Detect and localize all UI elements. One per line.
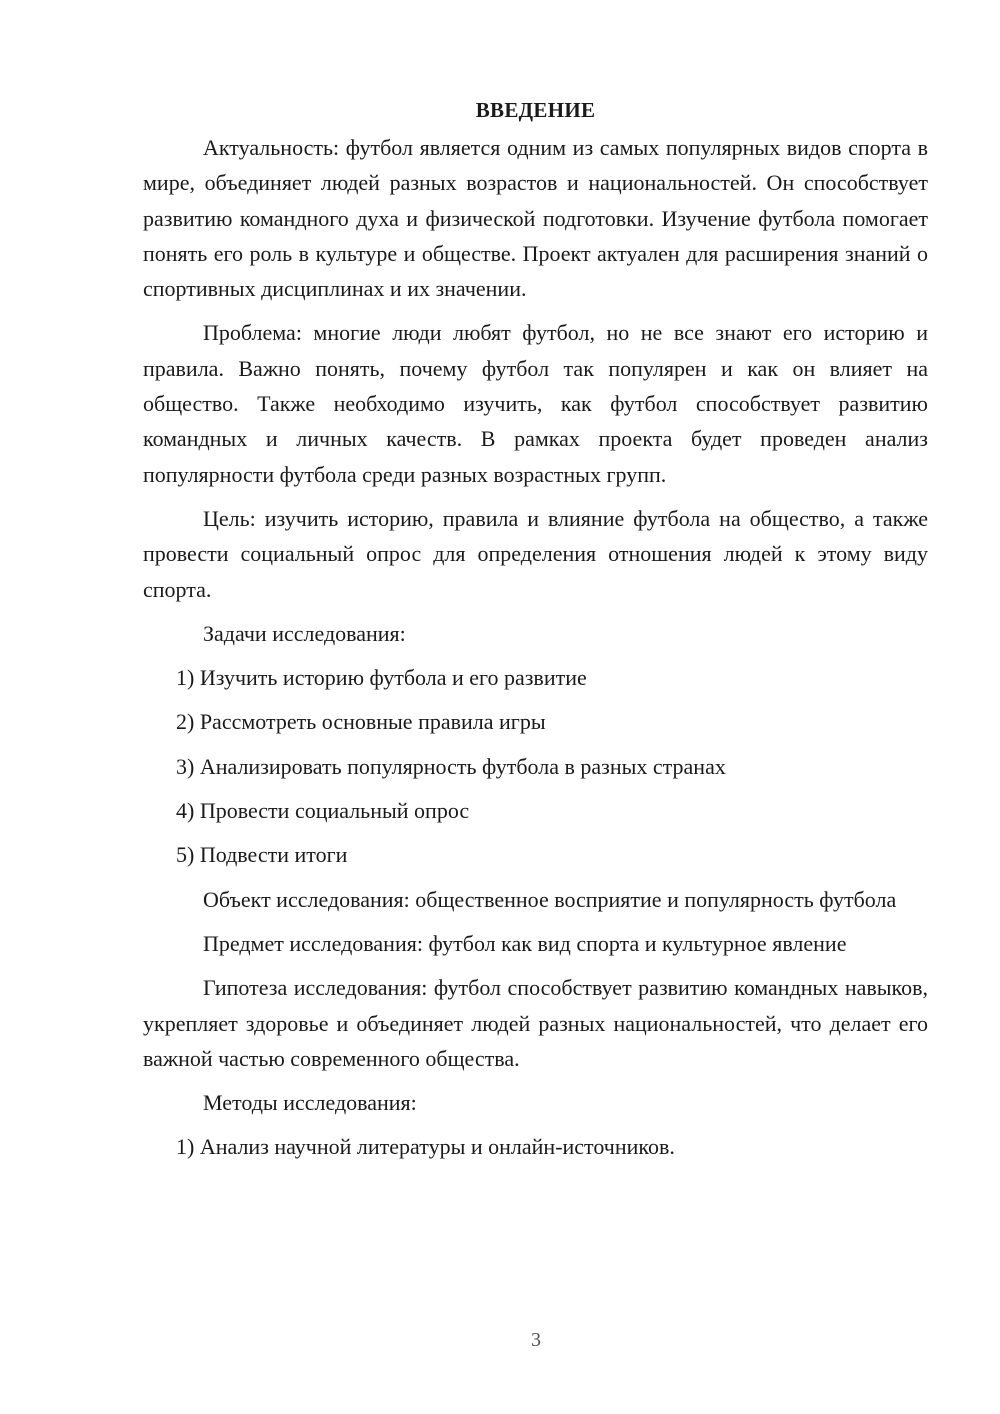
task-item: 1) Изучить историю футбола и его развитие [176,665,587,691]
task-item: 5) Подвести итоги [176,842,348,868]
page-title: ВВЕДЕНИЕ [475,98,596,122]
task-item: 4) Провести социальный опрос [176,798,470,824]
methods-heading: Методы исследования: [203,1090,417,1116]
task-item: 2) Рассмотреть основные правила игры [176,709,546,735]
paragraph-relevance: Актуальность: футбол является одним из самых популярных видов спорта в мире, объединяет людей разных возрастов и национальностей. Он способствует развитию командного духа и физической подготовки. Изучение футбола помогает понять его роль в культуре и обществе. Проект актуален для расширения знаний о спортивных дисциплинах и их значении. [143,135,928,302]
page-number: 3 [531,1329,541,1351]
paragraph-hypothesis: Гипотеза исследования: футбол способствует развитию командных навыков, укрепляет здоровье и объединяет людей разных национальностей, что делает его важной частью современного общества. [143,975,928,1071]
paragraph-object: Объект исследования: общественное восприятие и популярность футбола [203,886,897,912]
paragraph-problem: Проблема: многие люди любят футбол, но не все знают его историю и правила. Важно понять, почему футбол так популярен и как он влияет на общество. Также необходимо изучить, как футбол способствует развитию командных и личных качеств. В рамках проекта будет проведен анализ популярности футбола среди разных возрастных групп. [143,320,928,487]
tasks-heading: Задачи исследования: [203,620,406,646]
task-item: 3) Анализировать популярность футбола в разных странах [176,753,726,779]
paragraph-subject: Предмет исследования: футбол как вид спорта и культурное явление [203,930,847,956]
page-content [143,92,928,1174]
method-item: 1) Анализ научной литературы и онлайн-источников. [176,1134,675,1160]
paragraph-goal: Цель: изучить историю, правила и влияние футбола на общество, а также провести социальный опрос для определения отношения людей к этому виду спорта. [143,505,928,602]
